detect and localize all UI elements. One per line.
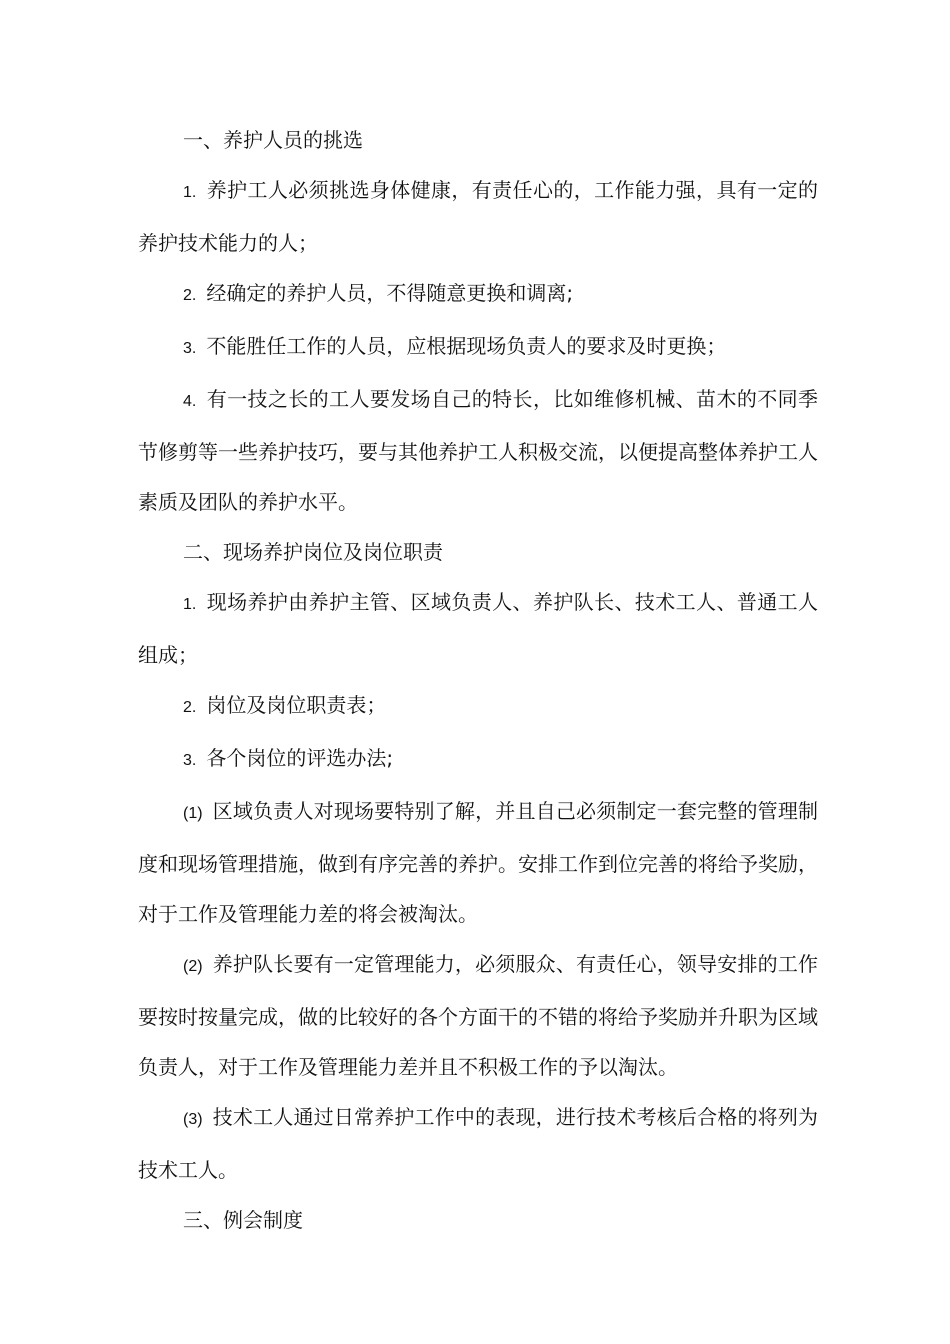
section-heading-1 xyxy=(138,115,818,165)
paragraph-text: 经确定的养护人员，不得随意更换和调离; xyxy=(206,281,574,305)
item-number: 4. xyxy=(183,393,197,410)
item-number: (1) xyxy=(183,805,203,822)
document-body xyxy=(138,115,818,1245)
item-number: 3. xyxy=(183,340,197,357)
item-number: 2. xyxy=(183,287,197,304)
paragraph-text: 区域负责人对现场要特别了解，并且自己必须制定一套完整的管理制度和现场管理措施，做到有序完善的养护。安排工作到位完善的将给予奖励，对于工作及管理能力差的将会被淘汰。 xyxy=(138,799,818,926)
paragraph-text: 技术工人通过日常养护工作中的表现，进行技术考核后合格的将列为技术工人。 xyxy=(138,1105,818,1182)
section-heading-3 xyxy=(138,1195,818,1245)
list-item-2-3 xyxy=(138,733,818,786)
paragraph-text: 有一技之长的工人要发场自己的特长，比如维修机械、苗木的不同季节修剪等一些养护技巧，要与其他养护工人积极交流，以便提高整体养护工人素质及团队的养护水平。 xyxy=(138,387,818,514)
paragraph-text: 各个岗位的评选办法; xyxy=(206,746,394,770)
paragraph-text: 三、例会制度 xyxy=(183,1208,303,1232)
sub-item-1 xyxy=(138,786,818,939)
paragraph-text: 养护队长要有一定管理能力，必须服众、有责任心，领导安排的工作要按时按量完成，做的比较好的各个方面干的不错的将给予奖励并升职为区域负责人，对于工作及管理能力差并且不积极工作的予以淘汰。 xyxy=(138,952,818,1079)
item-number: (3) xyxy=(183,1111,203,1128)
list-item-1-4 xyxy=(138,374,818,527)
paragraph-text: 一、养护人员的挑选 xyxy=(183,128,363,152)
list-item-2-1 xyxy=(138,577,818,680)
item-number: (2) xyxy=(183,958,203,975)
paragraph-text: 二、现场养护岗位及岗位职责 xyxy=(183,540,443,564)
item-number: 2. xyxy=(183,699,197,716)
paragraph-text: 养护工人必须挑选身体健康，有责任心的，工作能力强，具有一定的养护技术能力的人； xyxy=(138,178,818,255)
item-number: 3. xyxy=(183,752,197,769)
paragraph-text: 现场养护由养护主管、区域负责人、养护队长、技术工人、普通工人组成； xyxy=(138,590,818,667)
list-item-1-3 xyxy=(138,321,818,374)
item-number: 1. xyxy=(183,596,197,613)
list-item-1-1 xyxy=(138,165,818,268)
list-item-2-2 xyxy=(138,680,818,733)
paragraph-text: 岗位及岗位职责表； xyxy=(206,693,387,717)
item-number: 1. xyxy=(183,184,197,201)
sub-item-2 xyxy=(138,939,818,1092)
sub-item-3 xyxy=(138,1092,818,1195)
list-item-1-2 xyxy=(138,268,818,321)
paragraph-text: 不能胜任工作的人员，应根据现场负责人的要求及时更换； xyxy=(206,334,727,358)
section-heading-2 xyxy=(138,527,818,577)
